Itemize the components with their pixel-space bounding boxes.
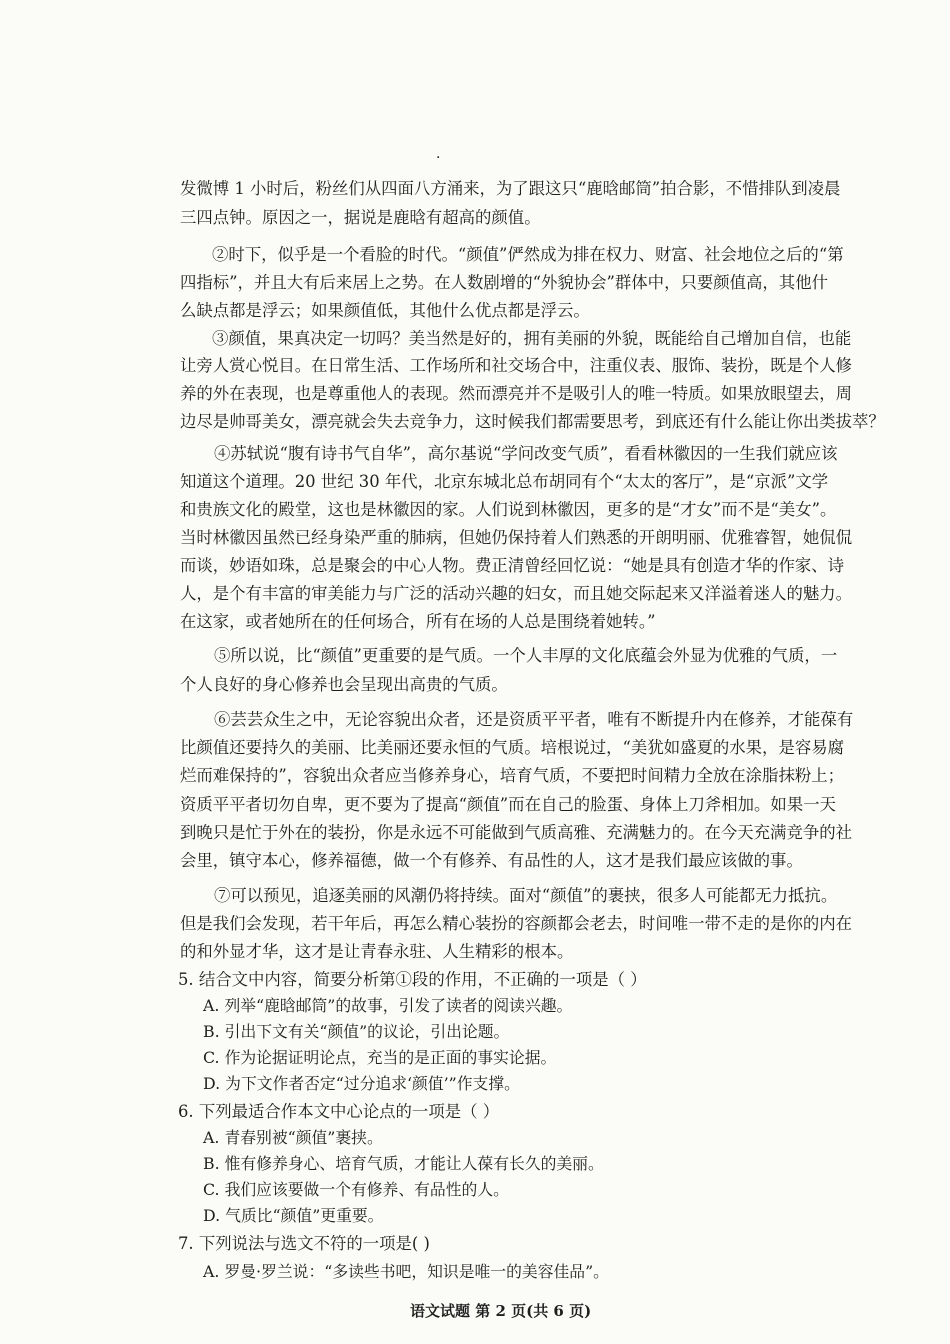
page-footer: 语文试题 第 2 页(共 6 页) (410, 1302, 592, 1320)
passage-line: 个人良好的身心修养也会呈现出高贵的气质。 (180, 675, 508, 694)
passage-line: 养的外在表现，也是尊重他人的表现。然而漂亮并不是吸引人的唯一特质。如果放眼望去，周 (180, 384, 853, 403)
passage-line: ④苏轼说“腹有诗书气自华”，高尔基说“学问改变气质”，看看林徽因的一生我们就应该 (214, 444, 838, 463)
passage-line: 的和外显才华，这才是让青春永驻、人生精彩的根本。 (180, 942, 574, 961)
option-d: D. 为下文作者否定“过分追求‘颜值’”作支撑。 (203, 1074, 520, 1093)
option-b: B. 惟有修养身心、培育气质，才能让人葆有长久的美丽。 (203, 1154, 604, 1173)
passage-line: 但是我们会发现，若干年后，再怎么精心装扮的容颜都会老去，时间唯一带不走的是你的内在 (180, 914, 853, 933)
option-c: C. 我们应该要做一个有修养、有品性的人。 (203, 1180, 509, 1199)
option-d: D. 气质比“颜值”更重要。 (203, 1206, 384, 1225)
passage-line: 会里，镇守本心，修养福德，做一个有修养、有品性的人，这才是我们最应该做的事。 (180, 851, 803, 870)
passage-line: 比颜值还要持久的美丽、比美丽还要永恒的气质。培根说过，“美犹如盛夏的水果，是容易腐 (180, 738, 845, 757)
passage-line: ②时下，似乎是一个看脸的时代。“颜值”俨然成为排在权力、财富、社会地位之后的“第 (212, 245, 844, 264)
passage-line: 人，是个有丰富的审美能力与广泛的活动兴趣的妇女，而且她交际起来又洋溢着迷人的魅力。 (180, 584, 853, 603)
passage-line: 么缺点都是浮云；如果颜值低，其他什么优点都是浮云。 (180, 301, 590, 320)
passage-line: 到晚只是忙于外在的装扮，你是永远不可能做到气质高雅、充满魅力的。在今天充满竞争的社 (180, 823, 853, 842)
passage-line: 当时林徽因虽然已经身染严重的肺病，但她仍保持着人们熟悉的开朗明丽、优雅睿智，她侃侃 (180, 528, 853, 547)
passage-line: ③颜值，果真决定一切吗？美当然是好的，拥有美丽的外貌，既能给自己增加自信，也能 (212, 329, 852, 348)
passage-line: 资质平平者切勿自卑，更不要为了提高“颜值”而在自己的脸蛋、身体上刀斧相加。如果一天 (180, 795, 836, 814)
passage-line: 发微博 1 小时后，粉丝们从四面八方涌来，为了跟这只“鹿晗邮筒”拍合影，不惜排队到凌晨 (180, 179, 841, 198)
passage-line: ⑦可以预见，追逐美丽的风潮仍将持续。面对“颜值”的裹挟，很多人可能都无力抵抗。 (214, 886, 838, 905)
option-a: A. 列举“鹿晗邮筒”的故事，引发了读者的阅读兴趣。 (203, 996, 573, 1015)
question-stem: 5. 结合文中内容，简要分析第①段的作用，不正确的一项是（ ） (178, 970, 647, 989)
passage-line: 而谈，妙语如珠，总是聚会的中心人物。费正清曾经回忆说：“她是具有创造才华的作家、诗 (180, 556, 845, 575)
option-a: A. 罗曼·罗兰说：“多读些书吧，知识是唯一的美容佳品”。 (203, 1262, 609, 1281)
option-b: B. 引出下文有关“颜值”的议论，引出论题。 (203, 1022, 510, 1041)
question-stem: 7. 下列说法与选文不符的一项是( ) (178, 1234, 430, 1253)
passage-line: ⑤所以说，比“颜值”更重要的是气质。一个人丰厚的文化底蕴会外显为优雅的气质，一 (214, 646, 838, 665)
passage-line: ⑥芸芸众生之中，无论容貌出众者，还是资质平平者，唯有不断提升内在修养，才能葆有 (214, 710, 854, 729)
option-c: C. 作为论据证明论点，充当的是正面的事实论据。 (203, 1048, 557, 1067)
passage-line: 三四点钟。原因之一，据说是鹿晗有超高的颜值。 (180, 208, 541, 227)
passage-line: 和贵族文化的殿堂，这也是林徽因的家。人们说到林徽因，更多的是“才女”而不是“美女”。 (180, 500, 837, 519)
passage-line: 边尽是帅哥美女，漂亮就会失去竞争力，这时候我们都需要思考，到底还有什么能让你出类拔萃？ (180, 412, 885, 431)
question-stem: 6. 下列最适合作本文中心论点的一项是（ ） (178, 1102, 500, 1121)
passage-line: 在这家，或者她所在的任何场合，所有在场的人总是围绕着她转。” (180, 612, 656, 631)
passage-line: 知道这个道理。20 世纪 30 年代，北京东城北总布胡同有个“太太的客厅”，是“京派”文学 (180, 472, 829, 491)
passage-line: 让旁人赏心悦目。在日常生活、工作场所和社交场合中，注重仪表、服饰、装扮，既是个人修 (180, 356, 853, 375)
option-a: A. 青春别被“颜值”裹挟。 (203, 1128, 383, 1147)
scan-dot: · (436, 150, 441, 166)
passage-line: 四指标”，并且大有后来居上之势。在人数剧增的“外貌协会”群体中，只要颜值高，其他什 (180, 273, 828, 292)
passage-line: 烂而难保持的”，容貌出众者应当修养身心，培育气质，不要把时间精力全放在涂脂抹粉上； (180, 766, 845, 785)
